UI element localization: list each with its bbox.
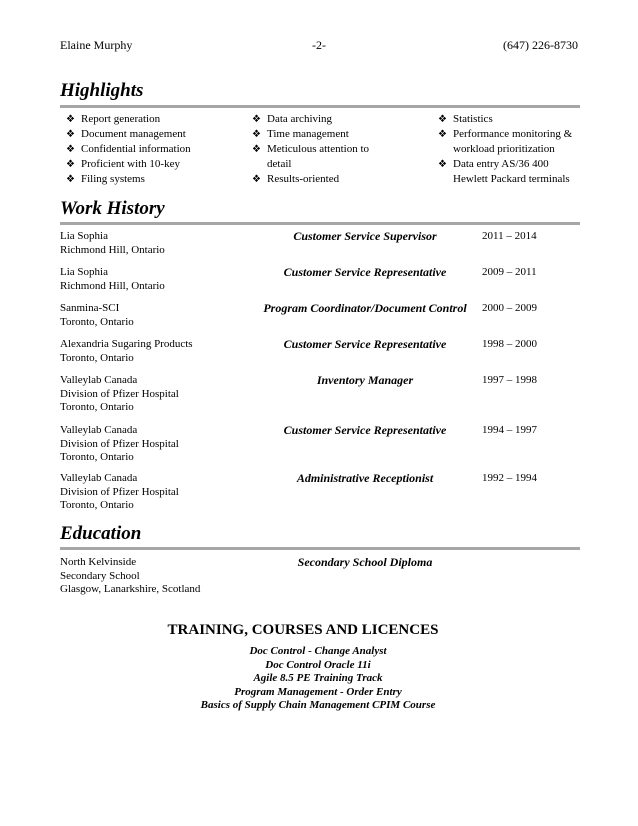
diamond-bullet-icon: ❖ xyxy=(66,144,75,155)
header-name: Elaine Murphy xyxy=(60,38,133,52)
work-history-title: Work History xyxy=(60,198,165,219)
highlight-text: Report generation xyxy=(81,113,161,125)
job-title: Administrative Receptionist xyxy=(296,471,434,485)
diamond-bullet-icon: ❖ xyxy=(438,114,447,125)
job-title: Program Coordinator/Document Control xyxy=(263,301,467,315)
employer-line: Toronto, Ontario xyxy=(60,451,134,463)
education-title: Education xyxy=(60,523,142,544)
highlight-text: Results-oriented xyxy=(267,173,340,185)
training-heading: TRAINING, COURSES AND LICENCES xyxy=(167,622,439,638)
header-phone: (647) 226-8730 xyxy=(503,38,578,52)
diamond-bullet-icon: ❖ xyxy=(66,159,75,170)
education-rule xyxy=(60,547,580,550)
job-dates: 2009 – 2011 xyxy=(482,266,537,278)
work-history-rule xyxy=(60,222,580,225)
highlight-text: Filing systems xyxy=(81,173,145,185)
diamond-bullet-icon: ❖ xyxy=(66,114,75,125)
highlight-text: Performance monitoring & workload prioritization xyxy=(453,128,573,155)
highlight-item xyxy=(66,172,246,187)
highlight-text: Proficient with 10-key xyxy=(81,158,180,170)
education-school-line: North Kelvinside xyxy=(60,556,137,568)
diamond-bullet-icon: ❖ xyxy=(438,129,447,140)
highlights-column-1 xyxy=(66,112,246,187)
job-title: Inventory Manager xyxy=(316,373,414,387)
highlight-text: Meticulous attention to detail xyxy=(267,143,370,170)
training-course: Doc Control - Change Analyst xyxy=(249,645,387,657)
employer-line: Toronto, Ontario xyxy=(60,401,134,413)
highlight-item xyxy=(252,172,382,187)
education-school-line: Secondary School xyxy=(60,569,140,582)
diamond-bullet-icon: ❖ xyxy=(252,114,261,125)
training-course: Doc Control Oracle 11i xyxy=(265,658,371,671)
diamond-bullet-icon: ❖ xyxy=(438,159,447,170)
employer-line: Alexandria Sugaring Products xyxy=(60,338,193,350)
diamond-bullet-icon: ❖ xyxy=(66,174,75,185)
job-title: Customer Service Representative xyxy=(283,265,447,279)
highlights-column-3 xyxy=(438,112,580,187)
employer-line: Toronto, Ontario xyxy=(60,499,134,511)
training-course-list xyxy=(0,645,636,713)
employer-line: Lia Sophia xyxy=(60,230,108,242)
highlight-text: Document management xyxy=(81,128,186,140)
highlight-item xyxy=(66,157,246,172)
employer-line: Richmond Hill, Ontario xyxy=(60,279,165,292)
employer-line: Toronto, Ontario xyxy=(60,351,134,364)
highlight-item xyxy=(252,112,382,127)
highlight-item xyxy=(66,112,246,127)
employer-line: Valleylab Canada xyxy=(60,374,138,386)
highlights-rule xyxy=(60,105,580,108)
employer-line: Division of Pfizer Hospital xyxy=(60,485,179,498)
job-dates: 1994 – 1997 xyxy=(482,424,537,436)
job-title: Customer Service Representative xyxy=(283,337,447,351)
employer-line: Division of Pfizer Hospital xyxy=(60,437,179,450)
diamond-bullet-icon: ❖ xyxy=(252,129,261,140)
employer-line: Lia Sophia xyxy=(60,266,108,278)
highlight-item xyxy=(252,142,382,172)
highlight-item xyxy=(66,142,246,157)
highlight-item xyxy=(252,127,382,142)
highlight-text: Data entry AS/36 400 Hewlett Packard terminals xyxy=(453,158,570,185)
diamond-bullet-icon: ❖ xyxy=(252,174,261,185)
training-course: Basics of Supply Chain Management CPIM Course xyxy=(200,699,436,711)
job-dates: 1992 – 1994 xyxy=(482,472,537,484)
education-school-line: Glasgow, Lanarkshire, Scotland xyxy=(60,583,201,595)
employer-line: Richmond Hill, Ontario xyxy=(60,243,165,256)
highlights-title: Highlights xyxy=(60,80,144,101)
employer-line: Valleylab Canada xyxy=(60,424,138,436)
employer-line: Valleylab Canada xyxy=(60,472,138,484)
job-dates: 2011 – 2014 xyxy=(482,230,537,242)
diamond-bullet-icon: ❖ xyxy=(252,144,261,155)
highlight-item xyxy=(438,127,580,157)
highlight-text: Confidential information xyxy=(81,143,191,155)
employer-line: Division of Pfizer Hospital xyxy=(60,387,179,400)
employer-line: Sanmina-SCI xyxy=(60,302,120,314)
highlights-column-2 xyxy=(252,112,382,187)
job-title: Customer Service Representative xyxy=(283,423,447,437)
employer-line: Toronto, Ontario xyxy=(60,315,134,328)
highlight-item xyxy=(438,157,580,187)
job-title: Customer Service Supervisor xyxy=(293,229,437,243)
job-dates: 1997 – 1998 xyxy=(482,374,537,386)
highlight-text: Time management xyxy=(267,128,349,140)
training-course: Program Management - Order Entry xyxy=(234,685,402,698)
highlight-item xyxy=(438,112,580,127)
highlight-item xyxy=(66,127,246,142)
job-dates: 1998 – 2000 xyxy=(482,338,537,350)
training-course: Agile 8.5 PE Training Track xyxy=(253,672,383,684)
education-credential: Secondary School Diploma xyxy=(297,555,433,569)
highlight-text: Data archiving xyxy=(267,113,333,125)
diamond-bullet-icon: ❖ xyxy=(66,129,75,140)
job-dates: 2000 – 2009 xyxy=(482,302,537,314)
header-page-number: -2- xyxy=(312,38,326,52)
highlight-text: Statistics xyxy=(453,113,493,125)
